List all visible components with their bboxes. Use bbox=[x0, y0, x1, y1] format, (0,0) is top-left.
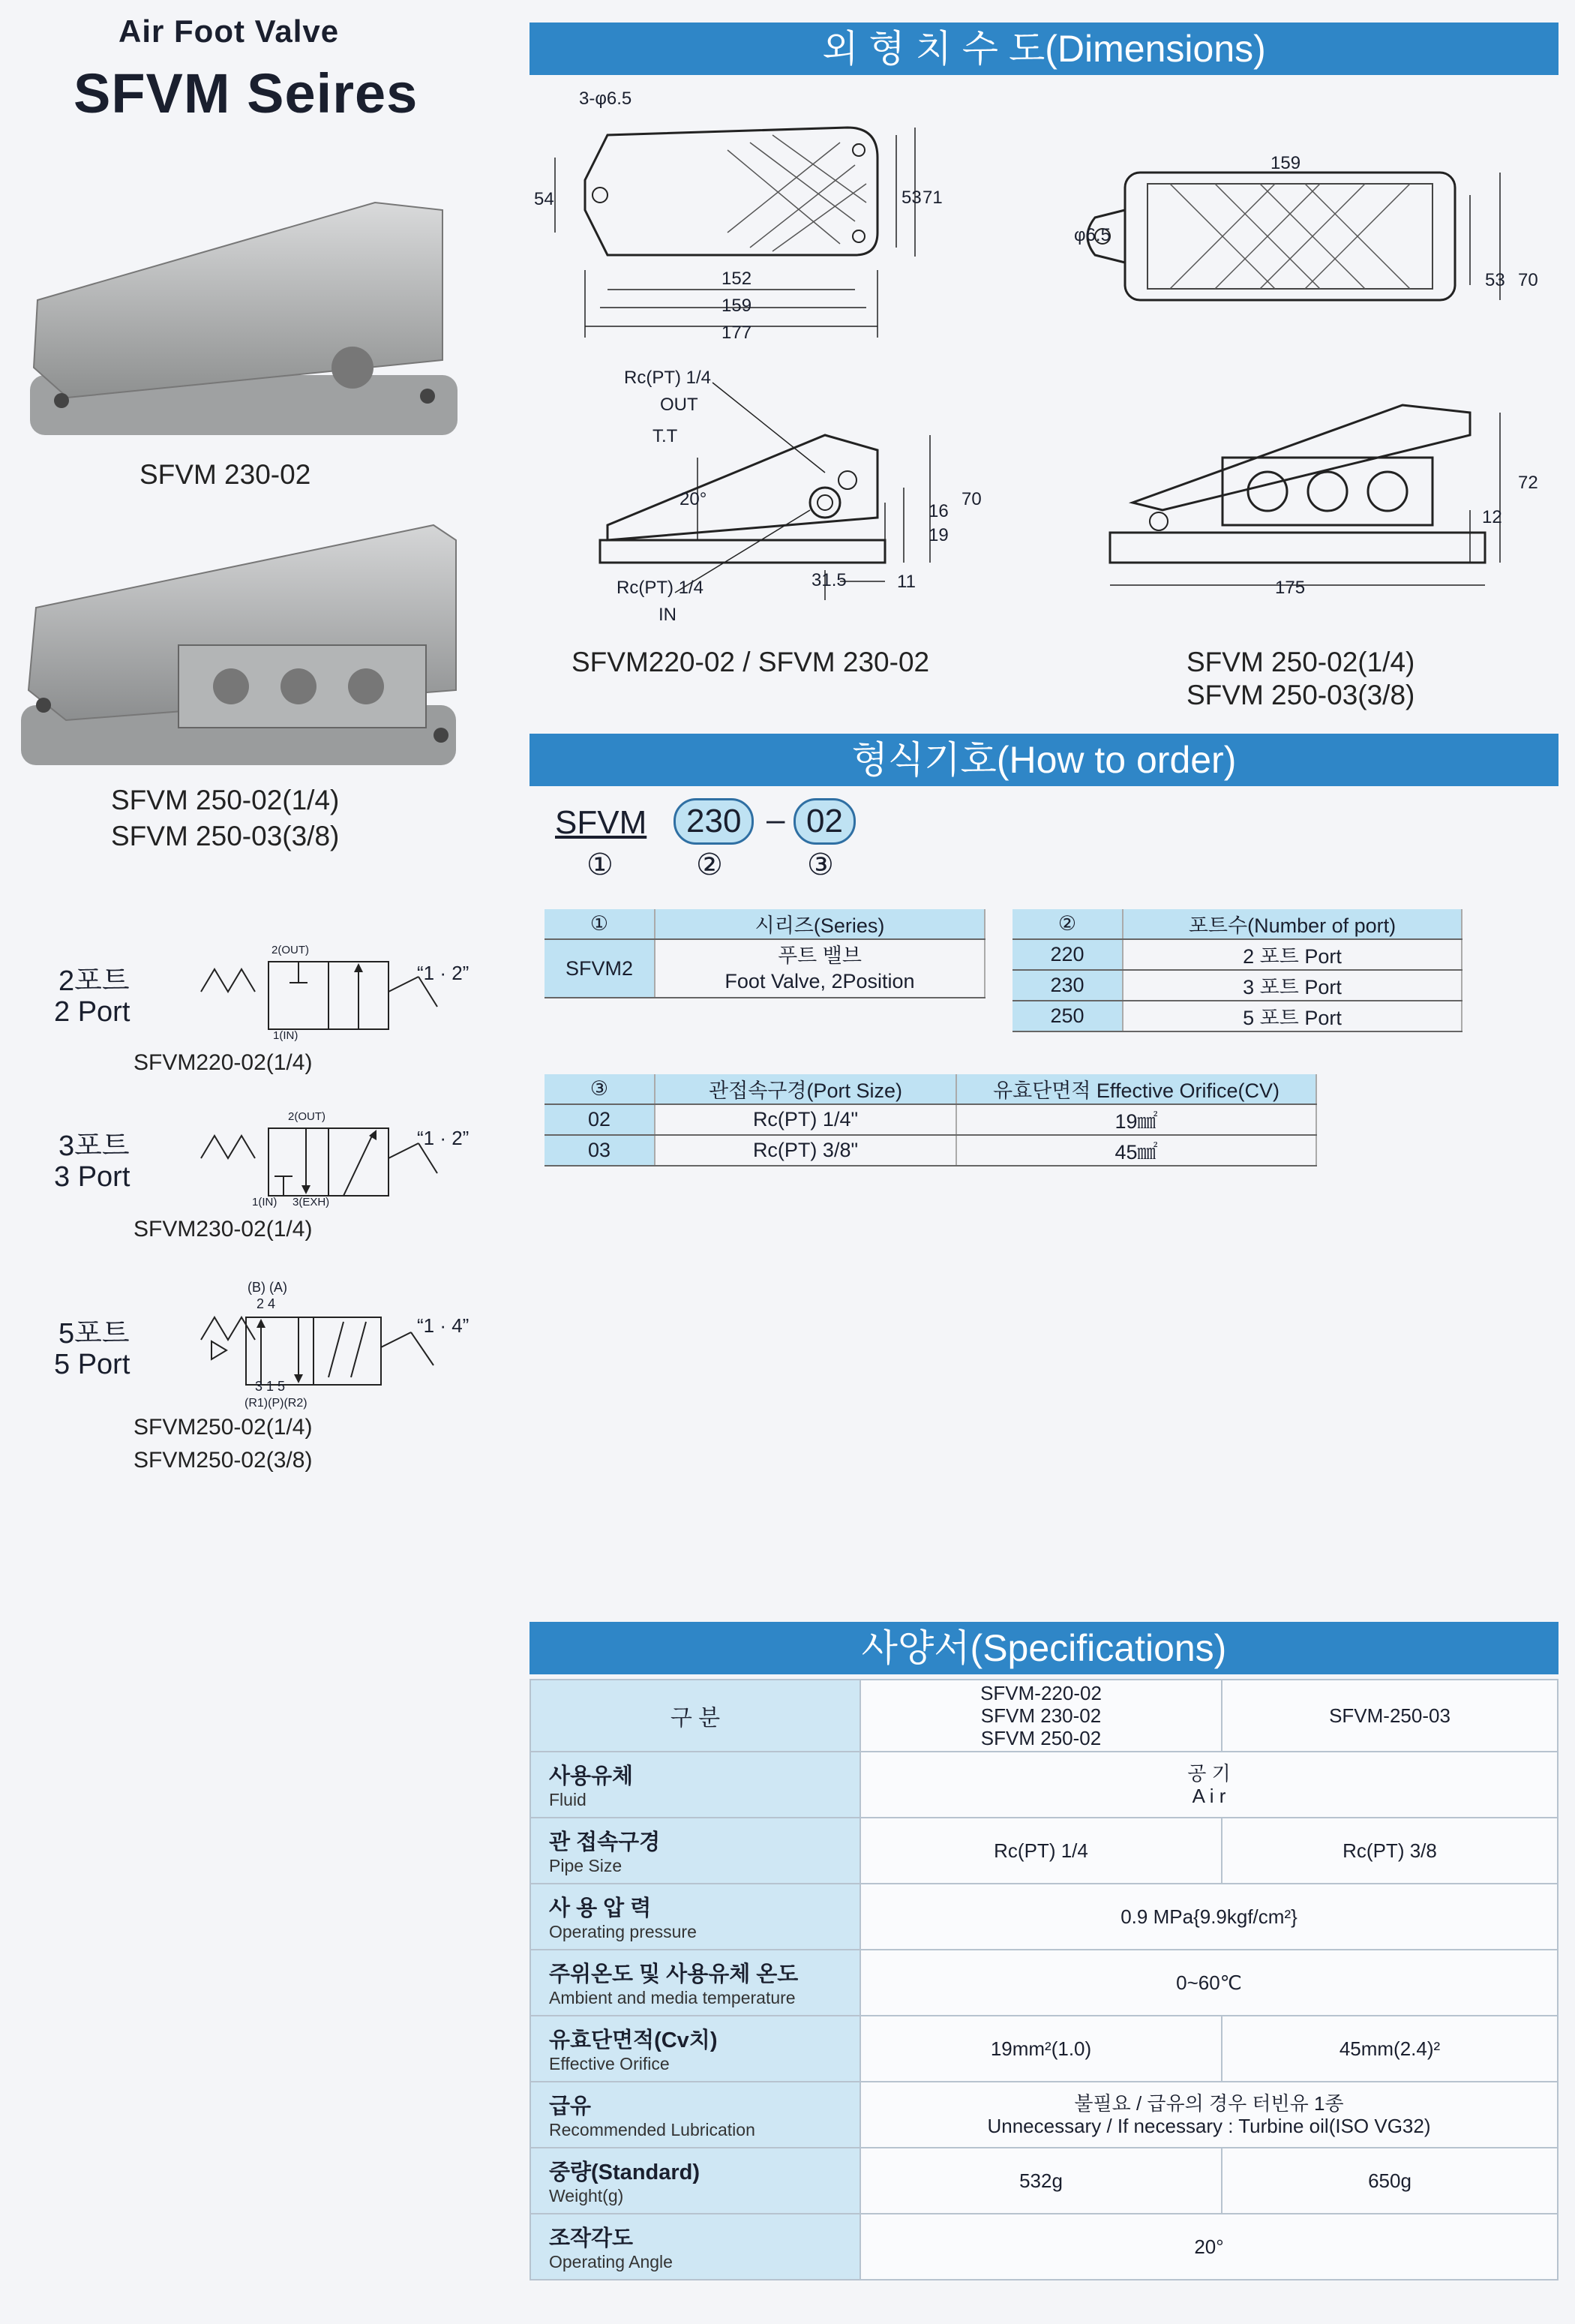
port2-in: 1(IN) bbox=[273, 1029, 298, 1042]
port3-exh: 3(EXH) bbox=[292, 1196, 330, 1209]
order-series-pill: 230 bbox=[674, 798, 754, 845]
photo2-caption-2: SFVM 250-03(3/8) bbox=[111, 821, 340, 851]
spec-col1-2: SFVM 230-02 bbox=[980, 1704, 1102, 1727]
port-code-220: 220 bbox=[1012, 939, 1123, 970]
order-dash: – bbox=[766, 801, 785, 838]
dim-left-out-word: OUT bbox=[660, 395, 698, 415]
series-code: SFVM2 bbox=[544, 939, 655, 998]
port2-kr: 2포트 bbox=[58, 965, 130, 997]
dim-right-159: 159 bbox=[1270, 153, 1301, 173]
spec-angle-kr: 조작각도 bbox=[549, 2226, 634, 2250]
dim-right-70: 70 bbox=[1518, 270, 1538, 290]
order-num-1: ① bbox=[586, 848, 614, 881]
header-subtitle: Air Foot Valve bbox=[118, 14, 340, 49]
spec-row-orifice bbox=[530, 2016, 1558, 2082]
port5-en: 5 Port bbox=[54, 1349, 130, 1380]
spec-row-angle bbox=[530, 2214, 1558, 2280]
spec-fluid-kr: 사용유체 bbox=[549, 1764, 634, 1788]
port5-top: (B) (A) bbox=[248, 1280, 287, 1295]
dim-left-70: 70 bbox=[962, 489, 982, 509]
spec-row-lubrication bbox=[530, 2082, 1558, 2148]
series-header: 시리즈(Series) bbox=[655, 909, 985, 939]
size-table bbox=[544, 1074, 1317, 1167]
port3-in: 1(IN) bbox=[252, 1196, 278, 1209]
dim-right-72: 72 bbox=[1518, 473, 1538, 493]
dim-left-in-label: Rc(PT) 1/4 bbox=[616, 578, 704, 598]
spec-row-fluid bbox=[530, 1752, 1558, 1818]
port3-stroke: “1 · 2” bbox=[417, 1127, 470, 1149]
spec-orifice-v1: 19mm²(1.0) bbox=[860, 2016, 1222, 2082]
size-num: ③ bbox=[544, 1074, 655, 1104]
spec-pipe-en: Pipe Size bbox=[549, 1856, 622, 1875]
spec-col1-3: SFVM 250-02 bbox=[980, 1727, 1102, 1749]
port5-bottom-nums: 3 1 5 bbox=[255, 1379, 286, 1394]
port-num: ② bbox=[1012, 909, 1123, 939]
spec-orifice-kr: 유효단면적(Cv치) bbox=[549, 2028, 718, 2052]
order-prefix: SFVM bbox=[555, 804, 647, 841]
spec-temp-en: Ambient and media temperature bbox=[549, 1988, 796, 2007]
spec-pressure-en: Operating pressure bbox=[549, 1922, 697, 1941]
spec-row-temp bbox=[530, 1950, 1558, 2016]
foot-valve-250-photo bbox=[14, 518, 464, 788]
size-header-2: 유효단면적 Effective Orifice(CV) bbox=[956, 1074, 1316, 1104]
spec-lub-en-val: Unnecessary / If necessary : Turbine oil(ISO VG32) bbox=[987, 2115, 1431, 2137]
port3-symbol bbox=[194, 1113, 448, 1203]
port3-out: 2(OUT) bbox=[288, 1110, 326, 1123]
spec-temp-val: 0~60℃ bbox=[860, 1950, 1558, 2016]
port5-model-2: SFVM250-02(3/8) bbox=[134, 1448, 313, 1473]
foot-valve-230-photo bbox=[22, 188, 465, 458]
spec-pressure-kr: 사 용 압 력 bbox=[549, 1896, 652, 1920]
order-banner: 형식기호(How to order) bbox=[530, 734, 1558, 786]
dim-right-caption-1: SFVM 250-02(1/4) bbox=[1186, 647, 1415, 677]
dim-right-53: 53 bbox=[1485, 270, 1505, 290]
port2-model: SFVM220-02(1/4) bbox=[134, 1050, 313, 1075]
port3-model: SFVM230-02(1/4) bbox=[134, 1217, 313, 1242]
port-desc-220: 2 포트 Port bbox=[1123, 939, 1462, 970]
spec-pipe-kr: 관 접속구경 bbox=[549, 1830, 661, 1854]
dimensions-banner: 외 형 치 수 도(Dimensions) bbox=[530, 23, 1558, 75]
port-table bbox=[1012, 909, 1462, 1032]
spec-row-pressure bbox=[530, 1884, 1558, 1950]
spec-fluid-kr-val: 공 기 bbox=[1187, 1762, 1231, 1785]
port-header: 포트수(Number of port) bbox=[1123, 909, 1462, 939]
order-size-pill: 02 bbox=[794, 798, 856, 845]
dim-left-177: 177 bbox=[722, 323, 752, 343]
dim-left-11: 11 bbox=[897, 572, 916, 592]
dim-left-16: 16 bbox=[928, 501, 949, 521]
spec-col1-1: SFVM-220-02 bbox=[980, 1682, 1102, 1704]
dim-left-19: 19 bbox=[928, 525, 949, 545]
dim-right-175: 175 bbox=[1275, 578, 1306, 598]
port5-model-1: SFVM250-02(1/4) bbox=[134, 1415, 313, 1440]
spec-pressure-val: 0.9 MPa{9.9kgf/cm²} bbox=[860, 1884, 1558, 1950]
size-cv-02: 19㎟ bbox=[956, 1104, 1316, 1135]
size-size-02: Rc(PT) 1/4" bbox=[655, 1104, 956, 1135]
port-code-230: 230 bbox=[1012, 970, 1123, 1001]
port5-bottom: (R1)(P)(R2) bbox=[244, 1397, 308, 1410]
size-cv-03: 45㎟ bbox=[956, 1135, 1316, 1166]
spec-lub-en: Recommended Lubrication bbox=[549, 2120, 755, 2139]
series-table bbox=[544, 909, 986, 998]
order-num-2: ② bbox=[696, 848, 723, 881]
port5-top-nums: 2 4 bbox=[256, 1296, 276, 1311]
spec-orifice-v2: 45mm(2.4)² bbox=[1222, 2016, 1558, 2082]
spec-row-weight bbox=[530, 2148, 1558, 2214]
dimension-drawing-250 bbox=[1050, 150, 1560, 630]
dim-left-159: 159 bbox=[722, 296, 752, 316]
spec-temp-kr: 주위온도 및 사용유체 온도 bbox=[549, 1962, 799, 1986]
dim-left-in-word: IN bbox=[658, 605, 676, 625]
spec-col2: SFVM-250-03 bbox=[1222, 1680, 1558, 1752]
dim-right-hole: φ6.5 bbox=[1074, 225, 1111, 245]
spec-weight-v1: 532g bbox=[860, 2148, 1222, 2214]
spec-row-pipe bbox=[530, 1818, 1558, 1884]
series-desc-kr: 푸트 밸브 bbox=[778, 944, 862, 967]
spec-pipe-v1: Rc(PT) 1/4 bbox=[860, 1818, 1222, 1884]
dim-left-53: 53 bbox=[902, 188, 922, 208]
dim-left-71: 71 bbox=[922, 188, 943, 208]
port-code-250: 250 bbox=[1012, 1001, 1123, 1031]
series-num: ① bbox=[544, 909, 655, 939]
dim-right-12: 12 bbox=[1482, 507, 1502, 527]
spec-angle-en: Operating Angle bbox=[549, 2252, 673, 2271]
dim-left-31-5: 31.5 bbox=[812, 570, 847, 590]
dim-left-54: 54 bbox=[534, 189, 554, 209]
dim-left-tt: T.T bbox=[652, 426, 678, 446]
size-header-1: 관접속구경(Port Size) bbox=[655, 1074, 956, 1104]
dim-left-out-label: Rc(PT) 1/4 bbox=[624, 368, 712, 388]
spec-fluid-en: Fluid bbox=[549, 1790, 586, 1809]
spec-weight-kr: 중량(Standard) bbox=[549, 2160, 700, 2184]
port5-stroke: “1 · 4” bbox=[417, 1314, 470, 1337]
size-code-03: 03 bbox=[544, 1135, 655, 1166]
header-title: SFVM Seires bbox=[74, 62, 418, 125]
port5-kr: 5포트 bbox=[58, 1318, 130, 1350]
port2-symbol bbox=[194, 947, 448, 1037]
port2-out: 2(OUT) bbox=[272, 944, 309, 956]
spec-weight-v2: 650g bbox=[1222, 2148, 1558, 2214]
port-desc-230: 3 포트 Port bbox=[1123, 970, 1462, 1001]
spec-weight-en: Weight(g) bbox=[549, 2186, 624, 2205]
dim-left-angle: 20° bbox=[680, 489, 707, 509]
photo2-caption-1: SFVM 250-02(1/4) bbox=[111, 785, 340, 815]
specs-banner: 사양서(Specifications) bbox=[530, 1622, 1558, 1674]
port3-kr: 3포트 bbox=[58, 1130, 130, 1162]
spec-lub-kr: 급유 bbox=[549, 2094, 592, 2118]
spec-fluid-en-val: A i r bbox=[1192, 1785, 1226, 1807]
spec-table bbox=[530, 1679, 1558, 2280]
order-num-3: ③ bbox=[807, 848, 834, 881]
dim-right-caption-2: SFVM 250-03(3/8) bbox=[1186, 680, 1415, 710]
series-desc-en: Foot Valve, 2Position bbox=[724, 970, 915, 992]
port3-en: 3 Port bbox=[54, 1161, 130, 1193]
spec-lub-kr-val: 불필요 / 급유의 경우 터빈유 1종 bbox=[1074, 2092, 1344, 2115]
port-desc-250: 5 포트 Port bbox=[1123, 1001, 1462, 1031]
port2-stroke: “1 · 2” bbox=[417, 962, 470, 984]
port5-symbol bbox=[194, 1295, 448, 1392]
spec-orifice-en: Effective Orifice bbox=[549, 2054, 670, 2073]
dim-left-holes: 3-φ6.5 bbox=[579, 89, 632, 109]
photo1-caption: SFVM 230-02 bbox=[140, 459, 311, 490]
port2-en: 2 Port bbox=[54, 996, 130, 1028]
dim-left-152: 152 bbox=[722, 269, 752, 289]
spec-pipe-v2: Rc(PT) 3/8 bbox=[1222, 1818, 1558, 1884]
spec-angle-val: 20° bbox=[860, 2214, 1558, 2280]
dim-left-caption: SFVM220-02 / SFVM 230-02 bbox=[572, 647, 930, 677]
spec-head-label: 구 분 bbox=[530, 1680, 860, 1752]
size-code-02: 02 bbox=[544, 1104, 655, 1135]
size-size-03: Rc(PT) 3/8" bbox=[655, 1135, 956, 1166]
